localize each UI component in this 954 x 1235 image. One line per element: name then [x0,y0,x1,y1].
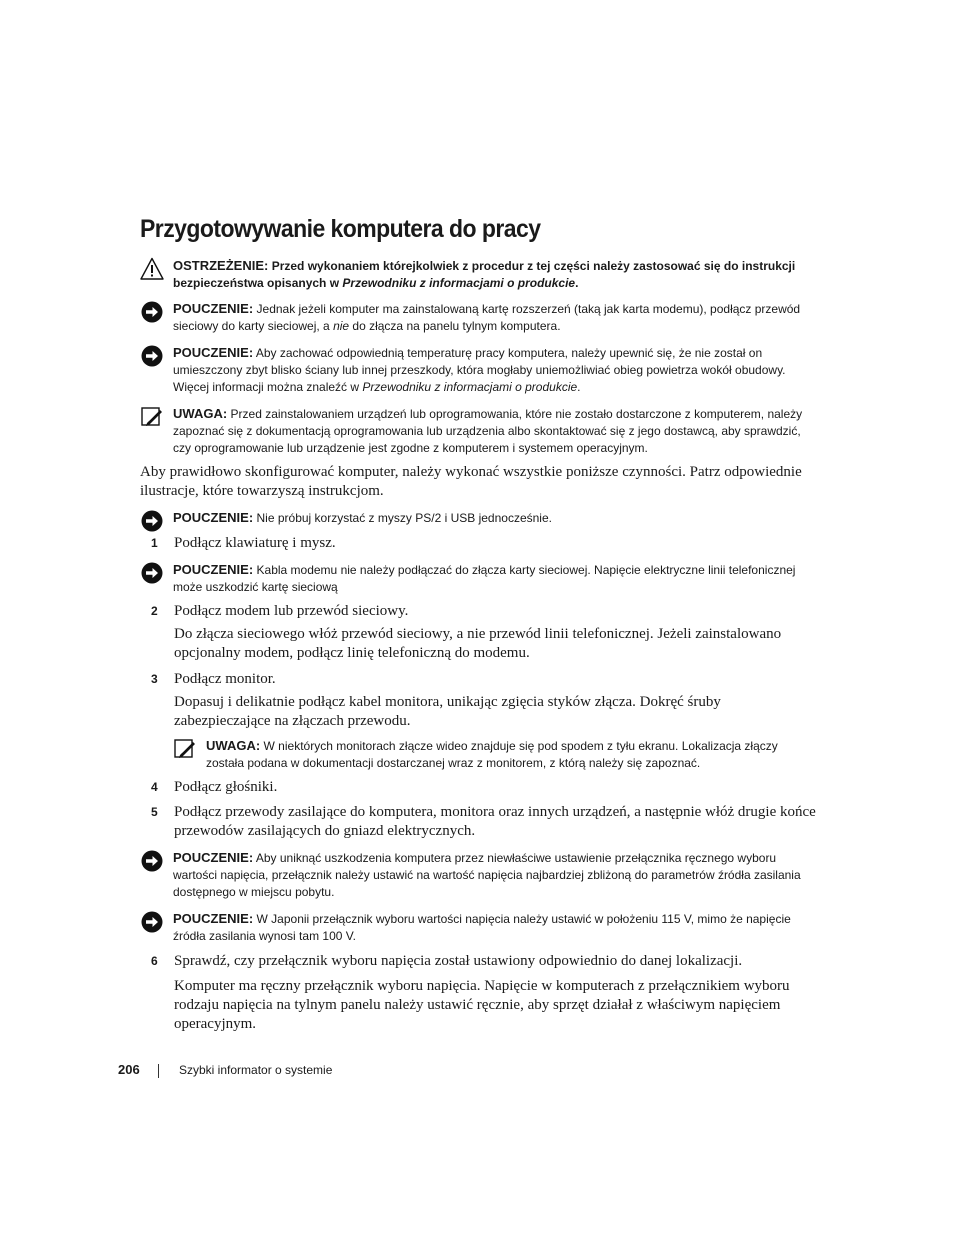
notice-label: POUCZENIE: [173,562,254,577]
product-guide-reference: Przewodniku z informacjami o produkcie [362,380,578,394]
notice-text: Jednak jeżeli komputer ma zainstalowaną kartę rozszerzeń (taką jak karta modemu), podłącz przewód sieciowy do karty sieciowej, a [173,302,801,333]
notice-arrow-icon [140,509,164,533]
note-label: UWAGA: [173,406,228,421]
notice-text: Nie próbuj korzystać z myszy PS/2 i USB jednocześnie. [256,511,552,525]
notice-mouse [140,509,816,527]
note-text: Przed zainstalowaniem urządzeń lub oprogramowania, które nie zostało dostarczone z komputerem, należy zapoznać się z dokumentacją oprogramowania lub urządzenia albo skontaktować się z jego dostawcą, aby sprawdzić, czy oprogramowanie lub urządzenie jest zgodne z komputerem i systemem operacyjnym. [173,407,803,455]
step-text: Podłącz przewody zasilające do komputera, monitora oraz innych urządzeń, a następnie włóż drugie końce przewodów zasilających do gniazd elektrycznych. [174,804,816,839]
step-number: 3 [151,672,158,686]
step-number: 1 [151,536,158,550]
warning-text-end: . [575,276,579,290]
notice-label: POUCZENIE: [173,850,254,865]
warning-triangle-icon [140,257,164,281]
notice-arrow-icon [140,561,164,585]
step-number: 4 [151,780,158,794]
page-number: 206 [118,1062,140,1077]
step-text: Podłącz klawiaturę i mysz. [174,535,336,551]
note-label: UWAGA: [206,738,261,753]
notice-text-end: do złącza na panelu tylnym komputera. [349,319,561,333]
step-text: Sprawdź, czy przełącznik wyboru napięcia został ustawiony odpowiednio do danej lokalizacji. [174,953,743,969]
page-title: Przygotowywanie komputera do pracy [140,215,541,243]
notice-text: Aby uniknąć uszkodzenia komputera przez niewłaściwe ustawienie przełącznika ręcznego wyboru wartości napięcia, przełącznik należy ustawić na wartość napięcia najbardziej zbliżoną do parametrów źródła zasilania dostępnego w miejscu pobytu. [173,851,801,899]
warning-text: Przed wykonaniem którejkolwiek z procedur z tej części należy zastosować się do instrukcji bezpieczeństwa opisanych w [173,259,796,290]
notice-modem [140,561,816,596]
notice-label: POUCZENIE: [173,345,254,360]
notice-network-card [140,300,816,335]
notice-text: W Japonii przełącznik wyboru wartości napięcia należy ustawić w położeniu 115 V, mimo że napięcie źródła zasilania wynosi tam 100 V. [173,912,791,943]
notice-voltage-switch [140,849,816,901]
notice-emphasis: nie [333,319,350,333]
notice-arrow-icon [140,300,164,324]
notice-label: POUCZENIE: [173,510,254,525]
note-compatibility [140,405,816,457]
step-text: Podłącz monitor. [174,671,276,687]
notice-text: Kabla modemu nie należy podłączać do złącza karty sieciowej. Napięcie elektryczne linii telefonicznej może uszkodzić kartę sieciową [173,563,796,594]
step-detail: Komputer ma ręczny przełącznik wyboru napięcia. Napięcie w komputerach z przełącznikiem wyboru rodzaju napięcia na tylnym panelu należy ustawić ręcznie, aby sprzęt działał z właściwym napięciem operacyjnym. [174,978,790,1032]
notice-arrow-icon [140,344,164,368]
note-text: W niektórych monitorach złącze wideo znajduje się pod spodem z tyłu ekranu. Lokalizacja złączy została podana w dokumentacji dostarczanej wraz z monitorem, z którą należy się zapoznać. [206,739,778,770]
step-text: Podłącz modem lub przewód sieciowy. [174,603,409,619]
product-guide-reference: Przewodniku z informacjami o produkcie [342,276,576,290]
note-pencil-icon [140,405,164,429]
warning-label: OSTRZEŻENIE: [173,258,269,273]
notice-label: POUCZENIE: [173,301,254,316]
note-monitor [173,737,816,772]
step-detail: Do złącza sieciowego włóż przewód sieciowy, a nie przewód linii telefonicznej. Jeżeli zainstalowano opcjonalny modem, podłącz linię telefoniczną do modemu. [174,626,782,661]
warning-note [140,257,816,292]
footer-title: Szybki informator o systemie [179,1063,333,1077]
footer-divider [158,1064,159,1078]
step-detail: Dopasuj i delikatnie podłącz kabel monitora, unikając zgięcia styków złącza. Dokręć śruby zabezpieczające na złączach przewodu. [174,694,721,729]
step-text: Podłącz głośniki. [174,779,278,795]
notice-temperature [140,344,816,396]
notice-label: POUCZENIE: [173,911,254,926]
notice-arrow-icon [140,849,164,873]
notice-japan-voltage [140,910,816,945]
notice-arrow-icon [140,910,164,934]
note-pencil-icon [173,737,197,761]
intro-paragraph: Aby prawidłowo skonfigurować komputer, należy wykonać wszystkie poniższe czynności. Patrz odpowiednie ilustracje, które towarzyszą instrukcjom. [140,464,802,499]
notice-text: Aby zachować odpowiednią temperaturę pracy komputera, należy upewnić się, że nie został on umieszczony zbyt blisko ściany lub innej przeszkody, która mogłaby uniemożliwiać obieg powietrza wokół obudowy. Więcej informacji można znaleźć w [173,346,786,394]
notice-text-end: . [577,380,581,394]
step-number: 6 [151,954,158,968]
step-number: 5 [151,805,158,819]
step-number: 2 [151,604,158,618]
